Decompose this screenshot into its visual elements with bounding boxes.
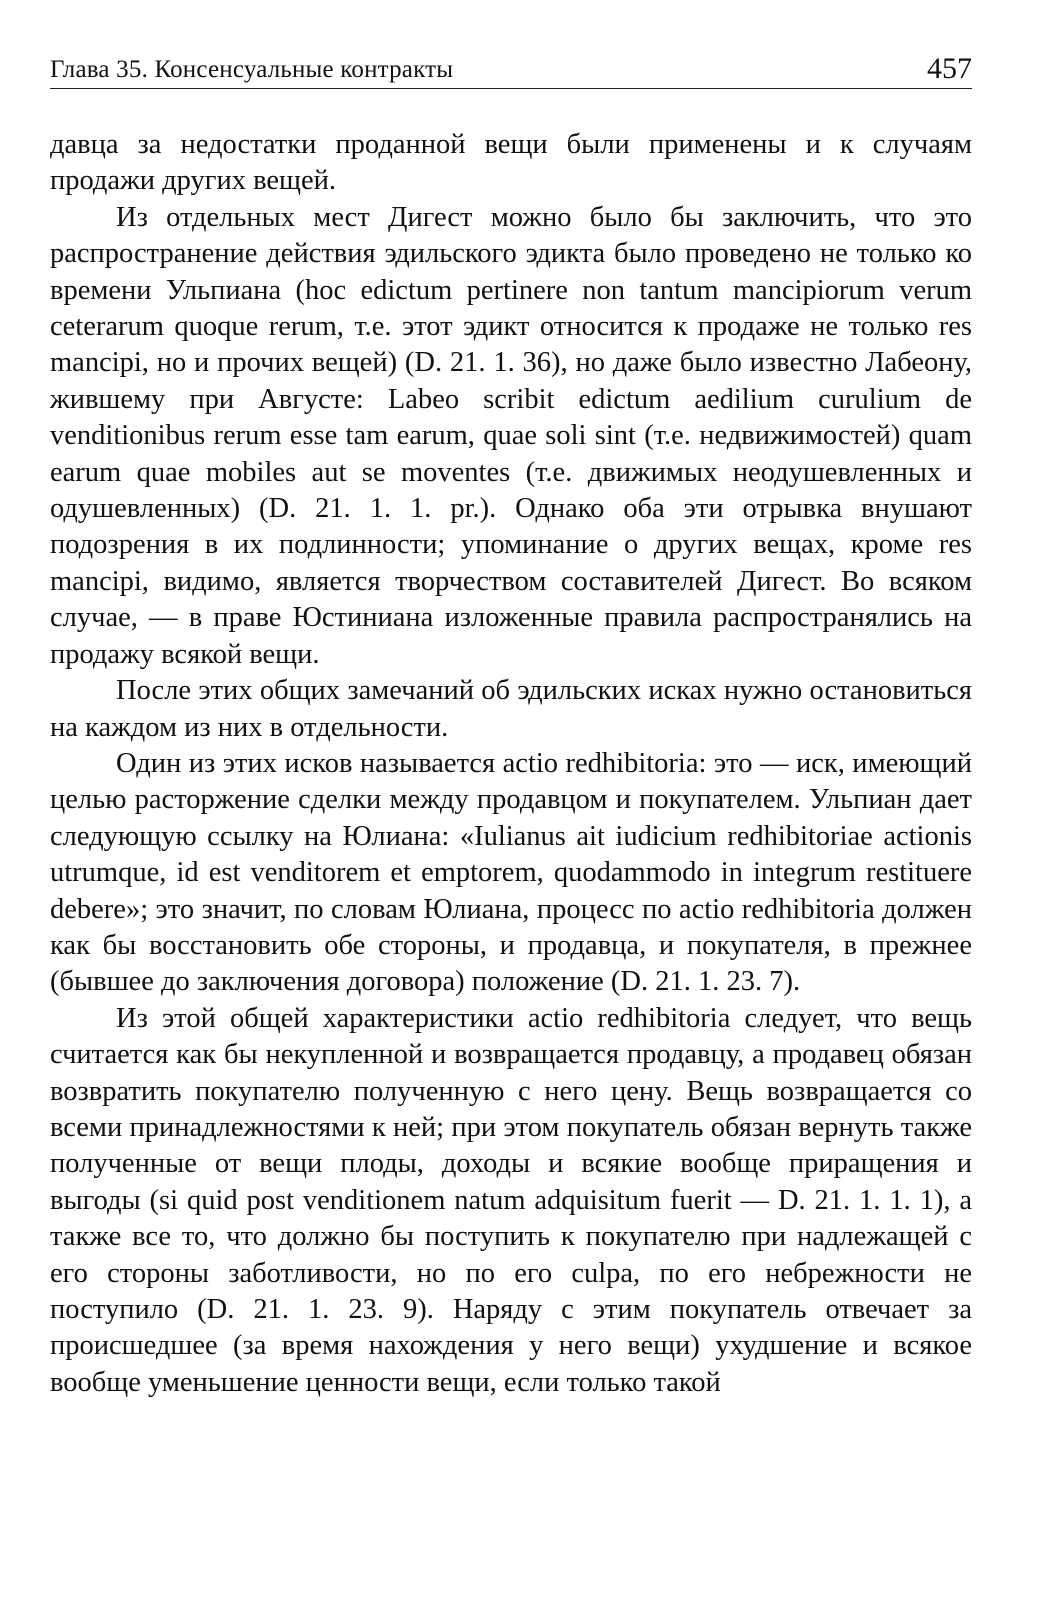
body-text [50,127,972,1401]
chapter-title: Глава 35. Консенсуальные контракты [50,56,454,83]
paragraph: После этих общих замечаний об эдильских исках нужно остановиться на каждом из них в отдельности. [50,675,972,743]
page-number: 457 [927,52,972,85]
paragraph-continuation: давца за недостатки проданной вещи были применены и к случаям продажи других вещей. [50,129,972,197]
book-page [50,40,972,1401]
paragraph: Из этой общей характеристики actio redhibitoria следует, что вещь считается как бы некупленной и возвращается продавцу, а продавец обязан возвратить покупателю полученную с него цену. Вещь возвращается со всеми принадлежностями к ней; при этом покупатель обязан вернуть также полученные от вещи плоды, доходы и всякие вообще приращения и выгоды (si quid post venditionem natum adquisitum fuerit — D. 21. 1. 1. 1), а также все то, что должно бы поступить к покупателю при надлежащей с его стороны заботливости, но по его culpa, по его небрежности не поступило (D. 21. 1. 23. 9). Наряду с этим покупатель отвечает за происшедшее (за время нахождения у него вещи) ухудшение и всякое вообще уменьшение ценности вещи, если только такой [50,1002,972,1398]
running-head [50,40,972,89]
paragraph: Один из этих исков называется actio redhibitoria: это — иск, имеющий целью расторжение сделки между продавцом и покупателем. Ульпиан дает следующую ссылку на Юлиана: «Iulianus ait iudicium redhibitoriae actionis utrumque, id est venditorem et emptorem, quodammodo in integrum restituere debere»; это значит, по словам Юлиана, процесс по actio redhibitoria должен как бы восстановить обе стороны, и продавца, и покупателя, в прежнее (бывшее до заключения договора) положение (D. 21. 1. 23. 7). [50,747,972,998]
paragraph: Из отдельных мест Дигест можно было бы заключить, что это распространение действия эдильского эдикта было проведено не только ко времени Ульпиана (hoc edictum pertinere non tantum mancipiorum verum ceterarum quoque rerum, т.е. этот эдикт относится к продаже не только res mancipi, но и прочих вещей) (D. 21. 1. 36), но даже было известно Лабеону, жившему при Августе: Labeo scribit edictum aedilium curulium de venditionibus rerum esse tam earum, quae soli sint (т.е. недвижимостей) quam earum quae mobiles aut se moventes (т.е. движимых неодушевленных и одушевленных) (D. 21. 1. 1. pr.). Однако оба эти отрывка внушают подозрения в их подлинности; упоминание о других вещах, кроме res mancipi, видимо, является творчеством составителей Дигест. Во всяком случае, — в праве Юстиниана изложенные правила распространялись на продажу всякой вещи. [50,201,972,670]
